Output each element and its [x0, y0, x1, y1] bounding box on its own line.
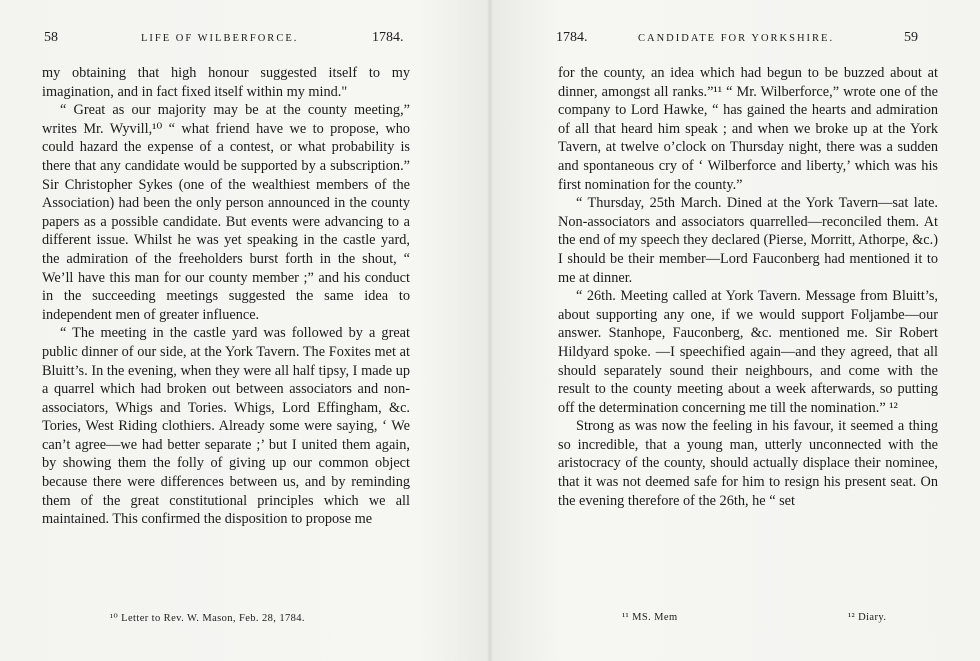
right-paragraph-2: “ Thursday, 25th March. Dined at the York Tavern—sat late. Non-associators and associators quarrelled—reconciled them. At the end of my speech they declared (Pierse, Morritt, Athorpe, &c.) I should be their member—Lord Fauconberg had mentioned it to me at dinner.	[558, 195, 938, 286]
book-gutter	[487, 0, 493, 661]
left-footnote: ¹⁰ Letter to Rev. W. Mason, Feb. 28, 1784.	[110, 613, 305, 624]
left-year: 1784.	[372, 30, 404, 45]
left-paragraph-3: “ The meeting in the castle yard was followed by a great public dinner of our side, at the York Tavern. The Foxites met at Bluitt’s. In the evening, when they were all half tipsy, I made up a quarrel which had broken out between associators and non-associators, Whigs and Tories. Whigs, Lord Effingham, &c. Tories, West Riding clothiers. Already some were saying, ‘ We can’t agree—we had better separate ;’ but I united them again, by showing them the folly of giving up our common object because there were differences between us, and by reminding them of the great constitutional principles which we all maintained. This confirmed the disposition to propose me	[42, 325, 410, 528]
right-page-number: 59	[904, 30, 918, 45]
right-body-text	[558, 64, 938, 510]
left-running-head	[0, 30, 490, 52]
left-running-title: LIFE OF WILBERFORCE.	[141, 33, 299, 44]
left-page-number: 58	[44, 30, 58, 45]
right-footnote-2: ¹² Diary.	[848, 612, 887, 623]
right-running-head	[490, 30, 980, 52]
left-paragraph-2: “ Great as our majority may be at the county meeting,” writes Mr. Wyvill,¹⁰ “ what friend have we to propose, who could hazard the expense of a contest, or what probability is there that any candidate would be supported by a subscription.” Sir Christopher Sykes (one of the wealthiest members of the Association) had been the only person announced in the county papers as a possible candidate. But events were advancing to a different issue. Whilst he was yet speaking in the castle yard, the admiration of the freeholders burst forth in the shout, “ We’ll have this man for our county member ;” and his conduct in the succeeding meetings suggested the same idea to independent men of greater influence.	[42, 102, 410, 323]
right-paragraph-1: for the county, an idea which had begun to be buzzed about at dinner, amongst all ranks.”¹¹ “ Mr. Wilberforce,” wrote one of the company to Lord Hawke, “ has gained the hearts and admiration of all that heard him speak ; and when we broke up at the York Tavern, at twelve o’clock on Thursday night, there was a sudden and spontaneous cry of ‘ Wilberforce and liberty,’ which was his first nomination for the county.”	[558, 65, 938, 193]
right-paragraph-4: Strong as was now the feeling in his favour, it seemed a thing so incredible, that a young man, utterly unconnected with the aristocracy of the county, should actually displace their nominee, that it was not deemed safe for him to resign his present seat. On the evening therefore of the 26th, he “ set	[558, 418, 938, 509]
right-year: 1784.	[556, 30, 588, 45]
right-running-title: CANDIDATE FOR YORKSHIRE.	[638, 33, 835, 44]
right-footnote-1: ¹¹ MS. Mem	[622, 612, 678, 623]
right-paragraph-3: “ 26th. Meeting called at York Tavern. Message from Bluitt’s, about supporting any one, if we would support Foljambe—our answer. Stanhope, Fauconberg, &c. mentioned me. Sir Robert Hildyard spoke. —I speechified again—and they agreed, that all should separately sound their neighbours, and come with the result to the county meeting about a week afterwards, so putting off the determination concerning me till the nomination.” ¹²	[558, 288, 938, 416]
left-body-text	[42, 64, 410, 529]
right-page	[490, 0, 980, 661]
left-paragraph-1: my obtaining that high honour suggested itself to my imagination, and in fact fixed itself within my mind."	[42, 65, 410, 100]
